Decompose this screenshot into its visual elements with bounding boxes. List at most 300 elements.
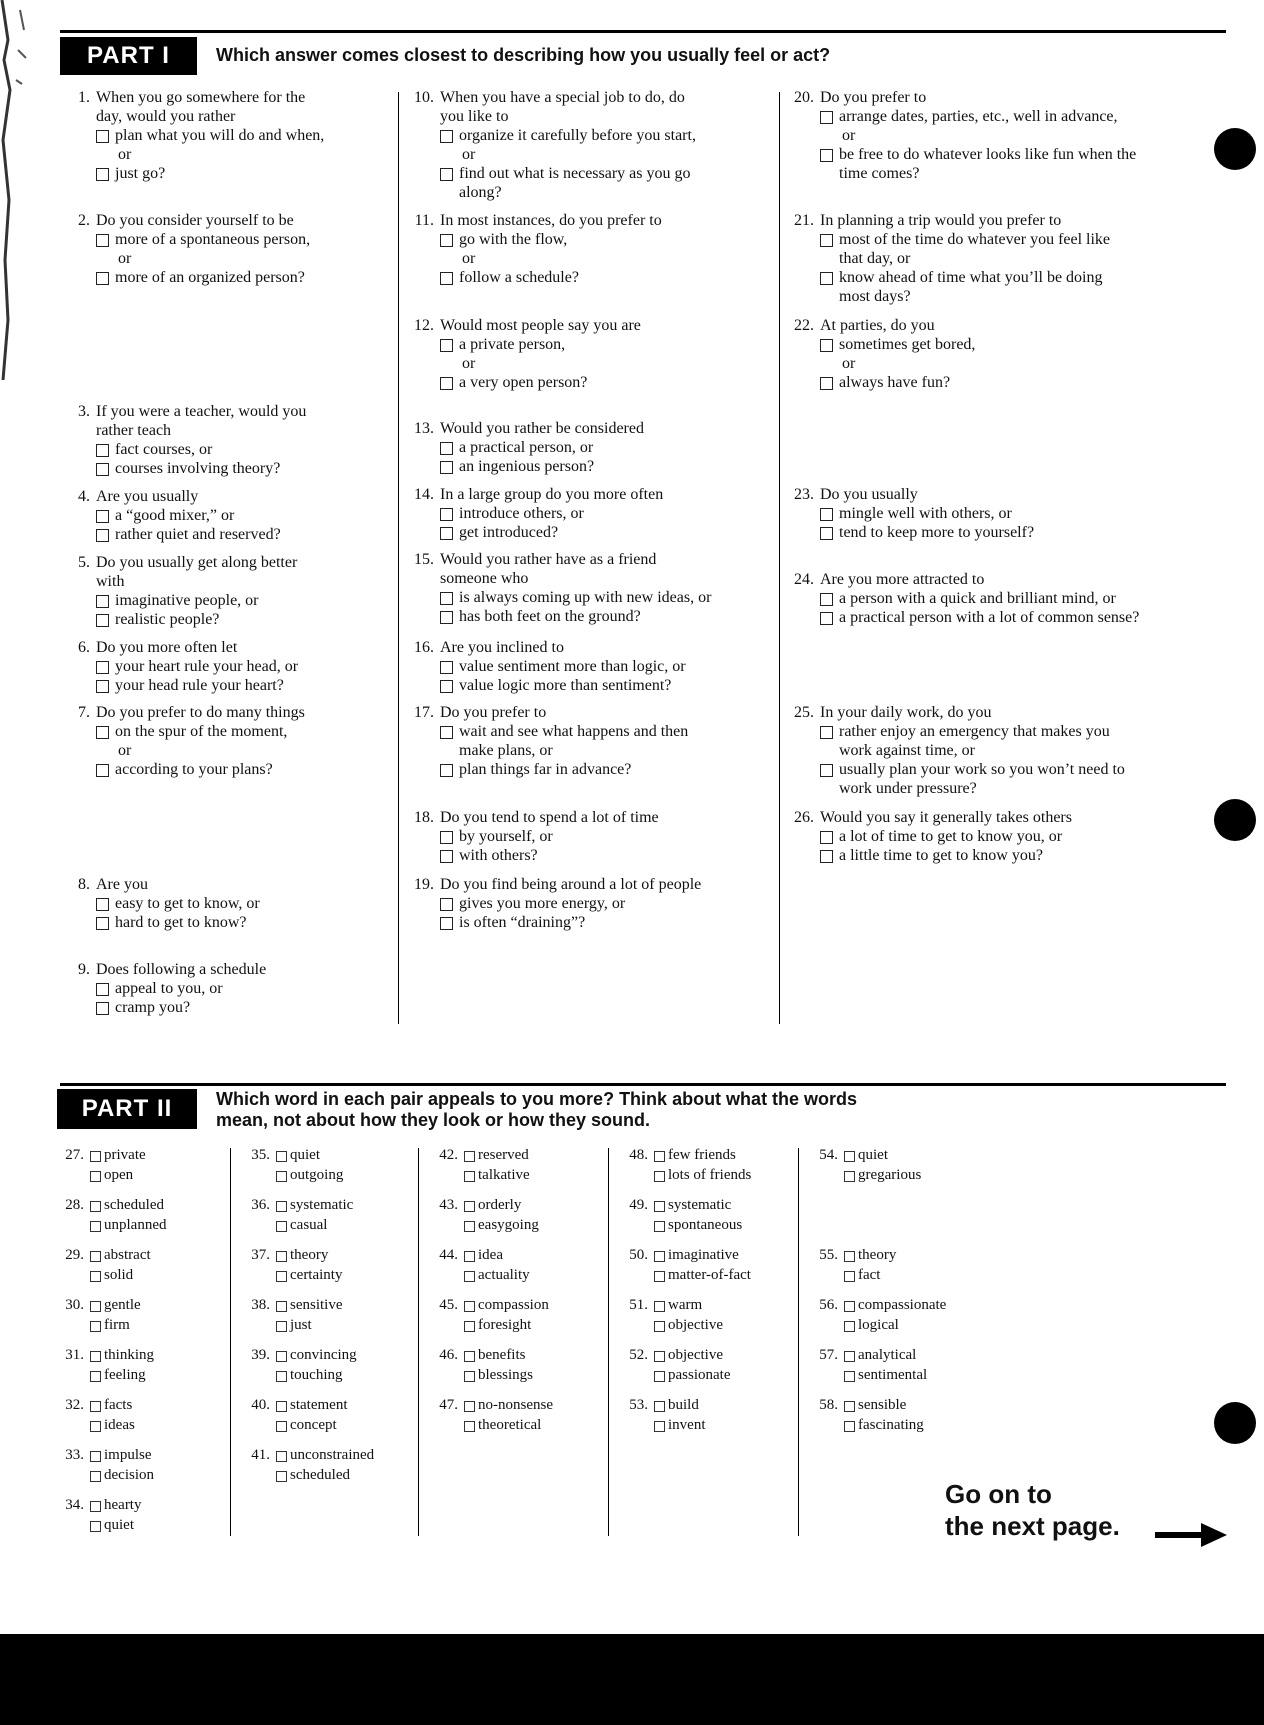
question-number: 22. bbox=[794, 317, 814, 334]
word-option-a[interactable]: systematic bbox=[668, 1197, 732, 1213]
question-text: day, would you rather bbox=[96, 108, 236, 125]
word-option-a[interactable]: build bbox=[668, 1397, 699, 1413]
answer-option-a[interactable] bbox=[820, 335, 1214, 354]
answer-checkbox[interactable] bbox=[440, 898, 453, 911]
word-checkbox-b[interactable] bbox=[90, 1421, 101, 1432]
answer-text: that day, or bbox=[839, 250, 911, 267]
pair-number: 30. bbox=[65, 1297, 84, 1313]
word-pair-54 bbox=[814, 1146, 994, 1186]
answer-option-b[interactable] bbox=[440, 913, 774, 932]
word-option-a[interactable]: scheduled bbox=[104, 1197, 164, 1213]
word-option-b[interactable]: fact bbox=[858, 1267, 881, 1283]
answer-text: be free to do whatever looks like fun when the bbox=[839, 146, 1137, 163]
word-checkbox-a[interactable] bbox=[844, 1301, 855, 1312]
word-checkbox-a[interactable] bbox=[844, 1151, 855, 1162]
answer-text: rather enjoy an emergency that makes you bbox=[839, 723, 1110, 740]
word-checkbox-a[interactable] bbox=[654, 1201, 665, 1212]
word-checkbox-b[interactable] bbox=[654, 1271, 665, 1282]
word-checkbox-b[interactable] bbox=[90, 1521, 101, 1532]
word-checkbox-b[interactable] bbox=[276, 1271, 287, 1282]
answer-text: always have fun? bbox=[839, 374, 951, 391]
word-checkbox-a[interactable] bbox=[464, 1401, 475, 1412]
question-number: 16. bbox=[414, 639, 434, 656]
answer-option-a[interactable] bbox=[440, 741, 774, 760]
answer-text: a lot of time to get to know you, or bbox=[839, 828, 1063, 845]
answer-option-b[interactable] bbox=[820, 608, 1214, 627]
answer-option-b[interactable] bbox=[820, 268, 1214, 287]
answer-text: rather quiet and reserved? bbox=[115, 526, 281, 543]
answer-text: plan things far in advance? bbox=[459, 761, 632, 778]
word-option-b[interactable]: objective bbox=[668, 1317, 723, 1333]
word-checkbox-a[interactable] bbox=[276, 1251, 287, 1262]
answer-option-b[interactable] bbox=[96, 610, 390, 629]
answer-checkbox[interactable] bbox=[440, 168, 453, 181]
question-text: Would most people say you are bbox=[440, 317, 641, 334]
word-option-b[interactable]: matter-of-fact bbox=[668, 1267, 751, 1283]
word-option-a[interactable]: statement bbox=[290, 1397, 348, 1413]
word-option-b[interactable]: actuality bbox=[478, 1267, 530, 1283]
answer-text: introduce others, or bbox=[459, 505, 584, 522]
word-checkbox-b[interactable] bbox=[654, 1371, 665, 1382]
answer-checkbox[interactable] bbox=[440, 611, 453, 624]
answer-option-a[interactable] bbox=[820, 504, 1214, 523]
answer-checkbox[interactable] bbox=[96, 983, 109, 996]
answer-option-a[interactable] bbox=[440, 126, 774, 145]
answer-checkbox[interactable] bbox=[96, 444, 109, 457]
answer-option-b[interactable] bbox=[96, 459, 390, 478]
or-separator: or bbox=[462, 250, 476, 267]
answer-checkbox[interactable] bbox=[440, 339, 453, 352]
answer-checkbox[interactable] bbox=[820, 593, 833, 606]
question-number: 4. bbox=[78, 488, 90, 505]
word-option-b[interactable]: spontaneous bbox=[668, 1217, 743, 1233]
word-option-a[interactable]: reserved bbox=[478, 1147, 529, 1163]
word-checkbox-b[interactable] bbox=[844, 1271, 855, 1282]
word-checkbox-b[interactable] bbox=[276, 1371, 287, 1382]
word-checkbox-a[interactable] bbox=[654, 1151, 665, 1162]
word-checkbox-a[interactable] bbox=[90, 1201, 101, 1212]
word-checkbox-b[interactable] bbox=[654, 1221, 665, 1232]
answer-text: know ahead of time what you’ll be doing bbox=[839, 269, 1103, 286]
word-option-a[interactable]: compassionate bbox=[858, 1297, 947, 1313]
answer-checkbox[interactable] bbox=[96, 272, 109, 285]
answer-checkbox[interactable] bbox=[96, 529, 109, 542]
answer-checkbox[interactable] bbox=[820, 272, 833, 285]
word-checkbox-a[interactable] bbox=[90, 1501, 101, 1512]
word-option-b[interactable]: unplanned bbox=[104, 1217, 167, 1233]
question-text: Would you say it generally takes others bbox=[820, 809, 1072, 826]
word-checkbox-b[interactable] bbox=[464, 1371, 475, 1382]
answer-text: a private person, bbox=[459, 336, 566, 353]
answer-option-a[interactable] bbox=[96, 894, 390, 913]
answer-checkbox[interactable] bbox=[820, 111, 833, 124]
answer-checkbox[interactable] bbox=[820, 726, 833, 739]
word-checkbox-b[interactable] bbox=[276, 1321, 287, 1332]
answer-option-a[interactable] bbox=[820, 589, 1214, 608]
answer-option-b[interactable] bbox=[440, 183, 774, 202]
answer-checkbox[interactable] bbox=[440, 831, 453, 844]
answer-option-a[interactable] bbox=[440, 438, 774, 457]
word-option-b[interactable]: solid bbox=[104, 1267, 134, 1283]
answer-text: a very open person? bbox=[459, 374, 588, 391]
answer-checkbox[interactable] bbox=[96, 680, 109, 693]
answer-checkbox[interactable] bbox=[440, 680, 453, 693]
answer-checkbox[interactable] bbox=[440, 661, 453, 674]
word-checkbox-b[interactable] bbox=[90, 1271, 101, 1282]
word-checkbox-a[interactable] bbox=[464, 1301, 475, 1312]
word-option-b[interactable]: feeling bbox=[104, 1367, 146, 1383]
answer-option-a[interactable] bbox=[820, 722, 1214, 741]
answer-option-b[interactable] bbox=[96, 998, 390, 1017]
word-checkbox-b[interactable] bbox=[464, 1321, 475, 1332]
word-option-b[interactable]: ideas bbox=[104, 1417, 135, 1433]
word-option-b[interactable]: blessings bbox=[478, 1367, 534, 1383]
word-option-b[interactable]: fascinating bbox=[858, 1417, 924, 1433]
answer-option-a[interactable] bbox=[820, 741, 1214, 760]
word-checkbox-b[interactable] bbox=[276, 1471, 287, 1482]
question-text: with bbox=[96, 573, 125, 590]
word-checkbox-b[interactable] bbox=[654, 1421, 665, 1432]
answer-option-a[interactable] bbox=[440, 504, 774, 523]
word-checkbox-a[interactable] bbox=[654, 1401, 665, 1412]
question-12 bbox=[404, 316, 774, 392]
question-number: 10. bbox=[414, 89, 434, 106]
answer-checkbox[interactable] bbox=[820, 234, 833, 247]
answer-checkbox[interactable] bbox=[96, 726, 109, 739]
answer-option-b[interactable] bbox=[96, 676, 390, 695]
question-number: 17. bbox=[414, 704, 434, 721]
word-pair-41 bbox=[246, 1446, 426, 1486]
answer-text: wait and see what happens and then bbox=[459, 723, 689, 740]
word-option-b[interactable]: certainty bbox=[290, 1267, 343, 1283]
word-option-a[interactable]: orderly bbox=[478, 1197, 522, 1213]
word-option-b[interactable]: open bbox=[104, 1167, 134, 1183]
word-pair-58 bbox=[814, 1396, 994, 1436]
answer-text: is often “draining”? bbox=[459, 914, 586, 931]
word-checkbox-a[interactable] bbox=[90, 1351, 101, 1362]
answer-checkbox[interactable] bbox=[96, 130, 109, 143]
word-checkbox-a[interactable] bbox=[276, 1451, 287, 1462]
part1-rule bbox=[60, 30, 1226, 33]
word-pair-36 bbox=[246, 1196, 426, 1236]
word-checkbox-a[interactable] bbox=[276, 1301, 287, 1312]
answer-checkbox[interactable] bbox=[440, 726, 453, 739]
answer-option-a[interactable] bbox=[820, 107, 1214, 126]
word-option-a[interactable]: quiet bbox=[858, 1147, 888, 1163]
pair-number: 28. bbox=[65, 1197, 84, 1213]
word-pair-42 bbox=[434, 1146, 614, 1186]
answer-checkbox[interactable] bbox=[96, 168, 109, 181]
answer-checkbox[interactable] bbox=[440, 377, 453, 390]
word-option-a[interactable]: analytical bbox=[858, 1347, 917, 1363]
word-option-a[interactable]: thinking bbox=[104, 1347, 155, 1363]
word-option-a[interactable]: unconstrained bbox=[290, 1447, 375, 1463]
word-option-b[interactable]: theoretical bbox=[478, 1417, 542, 1433]
pair-number: 51. bbox=[629, 1297, 648, 1313]
answer-checkbox[interactable] bbox=[440, 130, 453, 143]
answer-option-b[interactable] bbox=[440, 760, 774, 779]
answer-checkbox[interactable] bbox=[440, 234, 453, 247]
word-checkbox-a[interactable] bbox=[654, 1251, 665, 1262]
answer-option-a[interactable] bbox=[440, 230, 774, 249]
word-checkbox-a[interactable] bbox=[464, 1351, 475, 1362]
word-checkbox-b[interactable] bbox=[276, 1221, 287, 1232]
answer-checkbox[interactable] bbox=[96, 898, 109, 911]
word-checkbox-a[interactable] bbox=[844, 1351, 855, 1362]
answer-option-a[interactable] bbox=[96, 722, 390, 741]
answer-option-b[interactable] bbox=[440, 676, 774, 695]
word-checkbox-b[interactable] bbox=[464, 1421, 475, 1432]
answer-checkbox[interactable] bbox=[96, 661, 109, 674]
answer-checkbox[interactable] bbox=[820, 149, 833, 162]
word-checkbox-a[interactable] bbox=[654, 1301, 665, 1312]
word-option-b[interactable]: sentimental bbox=[858, 1367, 928, 1383]
answer-checkbox[interactable] bbox=[820, 377, 833, 390]
answer-checkbox[interactable] bbox=[440, 442, 453, 455]
answer-checkbox[interactable] bbox=[96, 614, 109, 627]
answer-option-a[interactable] bbox=[96, 979, 390, 998]
answer-checkbox[interactable] bbox=[440, 764, 453, 777]
word-option-b[interactable]: logical bbox=[858, 1317, 899, 1333]
answer-option-a[interactable] bbox=[96, 506, 390, 525]
word-option-a[interactable]: gentle bbox=[104, 1297, 141, 1313]
word-option-a[interactable]: theory bbox=[858, 1247, 897, 1263]
word-pair-57 bbox=[814, 1346, 994, 1386]
word-checkbox-a[interactable] bbox=[90, 1301, 101, 1312]
question-3 bbox=[60, 402, 390, 478]
word-pair-46 bbox=[434, 1346, 614, 1386]
answer-option-a[interactable] bbox=[96, 657, 390, 676]
answer-option-a[interactable] bbox=[440, 894, 774, 913]
answer-option-b[interactable] bbox=[820, 846, 1214, 865]
word-option-a[interactable]: compassion bbox=[478, 1297, 549, 1313]
word-option-b[interactable]: casual bbox=[290, 1217, 328, 1233]
pair-number: 54. bbox=[819, 1147, 838, 1163]
word-option-b[interactable]: talkative bbox=[478, 1167, 530, 1183]
word-checkbox-b[interactable] bbox=[464, 1271, 475, 1282]
part2-title-line2: mean, not about how they look or how they sound. bbox=[216, 1110, 651, 1130]
word-option-b[interactable]: just bbox=[290, 1317, 312, 1333]
answer-option-b[interactable] bbox=[820, 145, 1214, 164]
answer-checkbox[interactable] bbox=[440, 917, 453, 930]
answer-option-b[interactable] bbox=[440, 523, 774, 542]
answer-checkbox[interactable] bbox=[820, 339, 833, 352]
word-checkbox-a[interactable] bbox=[844, 1251, 855, 1262]
question-number: 26. bbox=[794, 809, 814, 826]
word-option-a[interactable]: few friends bbox=[668, 1147, 736, 1163]
answer-option-b[interactable] bbox=[440, 268, 774, 287]
answer-checkbox[interactable] bbox=[96, 764, 109, 777]
answer-checkbox[interactable] bbox=[440, 508, 453, 521]
answer-checkbox[interactable] bbox=[440, 527, 453, 540]
answer-option-a[interactable] bbox=[820, 230, 1214, 249]
word-option-b[interactable]: outgoing bbox=[290, 1167, 344, 1183]
word-checkbox-a[interactable] bbox=[464, 1201, 475, 1212]
answer-checkbox[interactable] bbox=[820, 527, 833, 540]
word-option-b[interactable]: invent bbox=[668, 1417, 706, 1433]
question-number: 6. bbox=[78, 639, 90, 656]
word-option-a[interactable]: hearty bbox=[104, 1497, 142, 1513]
word-option-a[interactable]: facts bbox=[104, 1397, 133, 1413]
answer-option-b[interactable] bbox=[820, 287, 1214, 306]
word-checkbox-b[interactable] bbox=[90, 1471, 101, 1482]
word-option-a[interactable]: abstract bbox=[104, 1247, 151, 1263]
word-checkbox-a[interactable] bbox=[464, 1251, 475, 1262]
answer-text: more of a spontaneous person, bbox=[115, 231, 311, 248]
answer-checkbox[interactable] bbox=[96, 1002, 109, 1015]
word-checkbox-b[interactable] bbox=[90, 1371, 101, 1382]
word-checkbox-b[interactable] bbox=[844, 1321, 855, 1332]
question-text: At parties, do you bbox=[820, 317, 935, 334]
word-checkbox-b[interactable] bbox=[654, 1321, 665, 1332]
word-option-b[interactable]: firm bbox=[104, 1317, 130, 1333]
word-checkbox-b[interactable] bbox=[844, 1421, 855, 1432]
answer-option-a[interactable] bbox=[96, 440, 390, 459]
word-checkbox-a[interactable] bbox=[90, 1251, 101, 1262]
answer-option-b[interactable] bbox=[440, 164, 774, 183]
word-checkbox-b[interactable] bbox=[90, 1321, 101, 1332]
answer-checkbox[interactable] bbox=[96, 595, 109, 608]
word-option-b[interactable]: quiet bbox=[104, 1517, 134, 1533]
answer-checkbox[interactable] bbox=[820, 850, 833, 863]
or-separator: or bbox=[118, 146, 132, 163]
word-checkbox-b[interactable] bbox=[654, 1171, 665, 1182]
word-checkbox-a[interactable] bbox=[276, 1401, 287, 1412]
answer-option-b[interactable] bbox=[96, 760, 390, 779]
word-option-a[interactable]: warm bbox=[668, 1297, 703, 1313]
word-checkbox-b[interactable] bbox=[464, 1221, 475, 1232]
word-checkbox-b[interactable] bbox=[90, 1221, 101, 1232]
answer-checkbox[interactable] bbox=[820, 612, 833, 625]
answer-option-b[interactable] bbox=[440, 846, 774, 865]
answer-option-b[interactable] bbox=[440, 607, 774, 626]
word-option-a[interactable]: imaginative bbox=[668, 1247, 739, 1263]
next-page-line1: Go on to bbox=[945, 1479, 1052, 1509]
word-checkbox-a[interactable] bbox=[276, 1151, 287, 1162]
answer-option-a[interactable] bbox=[440, 588, 774, 607]
word-option-a[interactable]: idea bbox=[478, 1247, 503, 1263]
question-text: When you have a special job to do, do bbox=[440, 89, 685, 106]
word-checkbox-b[interactable] bbox=[276, 1421, 287, 1432]
word-option-b[interactable]: easygoing bbox=[478, 1217, 539, 1233]
answer-checkbox[interactable] bbox=[440, 592, 453, 605]
word-option-b[interactable]: foresight bbox=[478, 1317, 532, 1333]
pair-number: 46. bbox=[439, 1347, 458, 1363]
word-option-a[interactable]: sensitive bbox=[290, 1297, 343, 1313]
pair-number: 52. bbox=[629, 1347, 648, 1363]
word-checkbox-b[interactable] bbox=[90, 1171, 101, 1182]
question-number: 18. bbox=[414, 809, 434, 826]
word-option-a[interactable]: objective bbox=[668, 1347, 723, 1363]
answer-text: find out what is necessary as you go bbox=[459, 165, 691, 182]
word-checkbox-a[interactable] bbox=[90, 1401, 101, 1412]
answer-checkbox[interactable] bbox=[96, 463, 109, 476]
word-option-a[interactable]: convincing bbox=[290, 1347, 357, 1363]
word-option-a[interactable]: systematic bbox=[290, 1197, 354, 1213]
word-option-b[interactable]: scheduled bbox=[290, 1467, 350, 1483]
answer-option-b[interactable] bbox=[440, 373, 774, 392]
answer-text: get introduced? bbox=[459, 524, 559, 541]
answer-option-b[interactable] bbox=[820, 760, 1214, 779]
word-option-a[interactable]: no-nonsense bbox=[478, 1397, 553, 1413]
answer-option-a[interactable] bbox=[820, 827, 1214, 846]
word-option-a[interactable]: sensible bbox=[858, 1397, 907, 1413]
word-checkbox-a[interactable] bbox=[90, 1151, 101, 1162]
word-option-b[interactable]: touching bbox=[290, 1367, 343, 1383]
answer-option-b[interactable] bbox=[96, 525, 390, 544]
next-page-line2: the next page. bbox=[945, 1511, 1120, 1541]
answer-checkbox[interactable] bbox=[440, 850, 453, 863]
answer-checkbox[interactable] bbox=[820, 508, 833, 521]
answer-option-a[interactable] bbox=[96, 230, 390, 249]
answer-option-a[interactable] bbox=[440, 722, 774, 741]
answer-option-b[interactable] bbox=[820, 779, 1214, 798]
word-checkbox-a[interactable] bbox=[464, 1151, 475, 1162]
answer-option-a[interactable] bbox=[440, 657, 774, 676]
or-separator: or bbox=[842, 127, 856, 144]
word-option-a[interactable]: private bbox=[104, 1147, 146, 1163]
answer-checkbox[interactable] bbox=[820, 764, 833, 777]
answer-option-b[interactable] bbox=[96, 164, 390, 183]
answer-checkbox[interactable] bbox=[440, 461, 453, 474]
answer-option-a[interactable] bbox=[96, 126, 390, 145]
word-checkbox-a[interactable] bbox=[276, 1351, 287, 1362]
answer-option-b[interactable] bbox=[440, 457, 774, 476]
answer-option-b[interactable] bbox=[820, 373, 1214, 392]
pair-number: 44. bbox=[439, 1247, 458, 1263]
word-option-b[interactable]: gregarious bbox=[858, 1167, 922, 1183]
answer-checkbox[interactable] bbox=[440, 272, 453, 285]
word-option-b[interactable]: lots of friends bbox=[668, 1167, 752, 1183]
question-number: 5. bbox=[78, 554, 90, 571]
word-checkbox-b[interactable] bbox=[464, 1171, 475, 1182]
answer-option-b[interactable] bbox=[820, 164, 1214, 183]
word-checkbox-a[interactable] bbox=[844, 1401, 855, 1412]
answer-option-a[interactable] bbox=[440, 335, 774, 354]
question-text: Do you prefer to bbox=[440, 704, 547, 721]
answer-option-b[interactable] bbox=[96, 268, 390, 287]
answer-checkbox[interactable] bbox=[820, 831, 833, 844]
answer-option-a[interactable] bbox=[440, 827, 774, 846]
word-option-b[interactable]: passionate bbox=[668, 1367, 731, 1383]
word-option-a[interactable]: theory bbox=[290, 1247, 329, 1263]
word-option-a[interactable]: benefits bbox=[478, 1347, 526, 1363]
word-option-a[interactable]: quiet bbox=[290, 1147, 320, 1163]
question-number: 11. bbox=[414, 212, 434, 229]
answer-option-a[interactable] bbox=[96, 591, 390, 610]
question-number: 12. bbox=[414, 317, 434, 334]
word-option-a[interactable]: impulse bbox=[104, 1447, 152, 1463]
answer-option-b[interactable] bbox=[820, 523, 1214, 542]
word-checkbox-a[interactable] bbox=[90, 1451, 101, 1462]
word-checkbox-b[interactable] bbox=[844, 1171, 855, 1182]
word-checkbox-b[interactable] bbox=[844, 1371, 855, 1382]
answer-checkbox[interactable] bbox=[96, 917, 109, 930]
question-14 bbox=[404, 485, 774, 542]
answer-checkbox[interactable] bbox=[96, 510, 109, 523]
answer-checkbox[interactable] bbox=[96, 234, 109, 247]
question-1 bbox=[60, 88, 390, 183]
word-option-b[interactable]: concept bbox=[290, 1417, 337, 1433]
word-option-b[interactable]: decision bbox=[104, 1467, 154, 1483]
word-pair-43 bbox=[434, 1196, 614, 1236]
word-checkbox-a[interactable] bbox=[276, 1201, 287, 1212]
word-pair-32 bbox=[60, 1396, 240, 1436]
answer-option-a[interactable] bbox=[820, 249, 1214, 268]
answer-option-b[interactable] bbox=[96, 913, 390, 932]
word-checkbox-a[interactable] bbox=[654, 1351, 665, 1362]
word-checkbox-b[interactable] bbox=[276, 1171, 287, 1182]
